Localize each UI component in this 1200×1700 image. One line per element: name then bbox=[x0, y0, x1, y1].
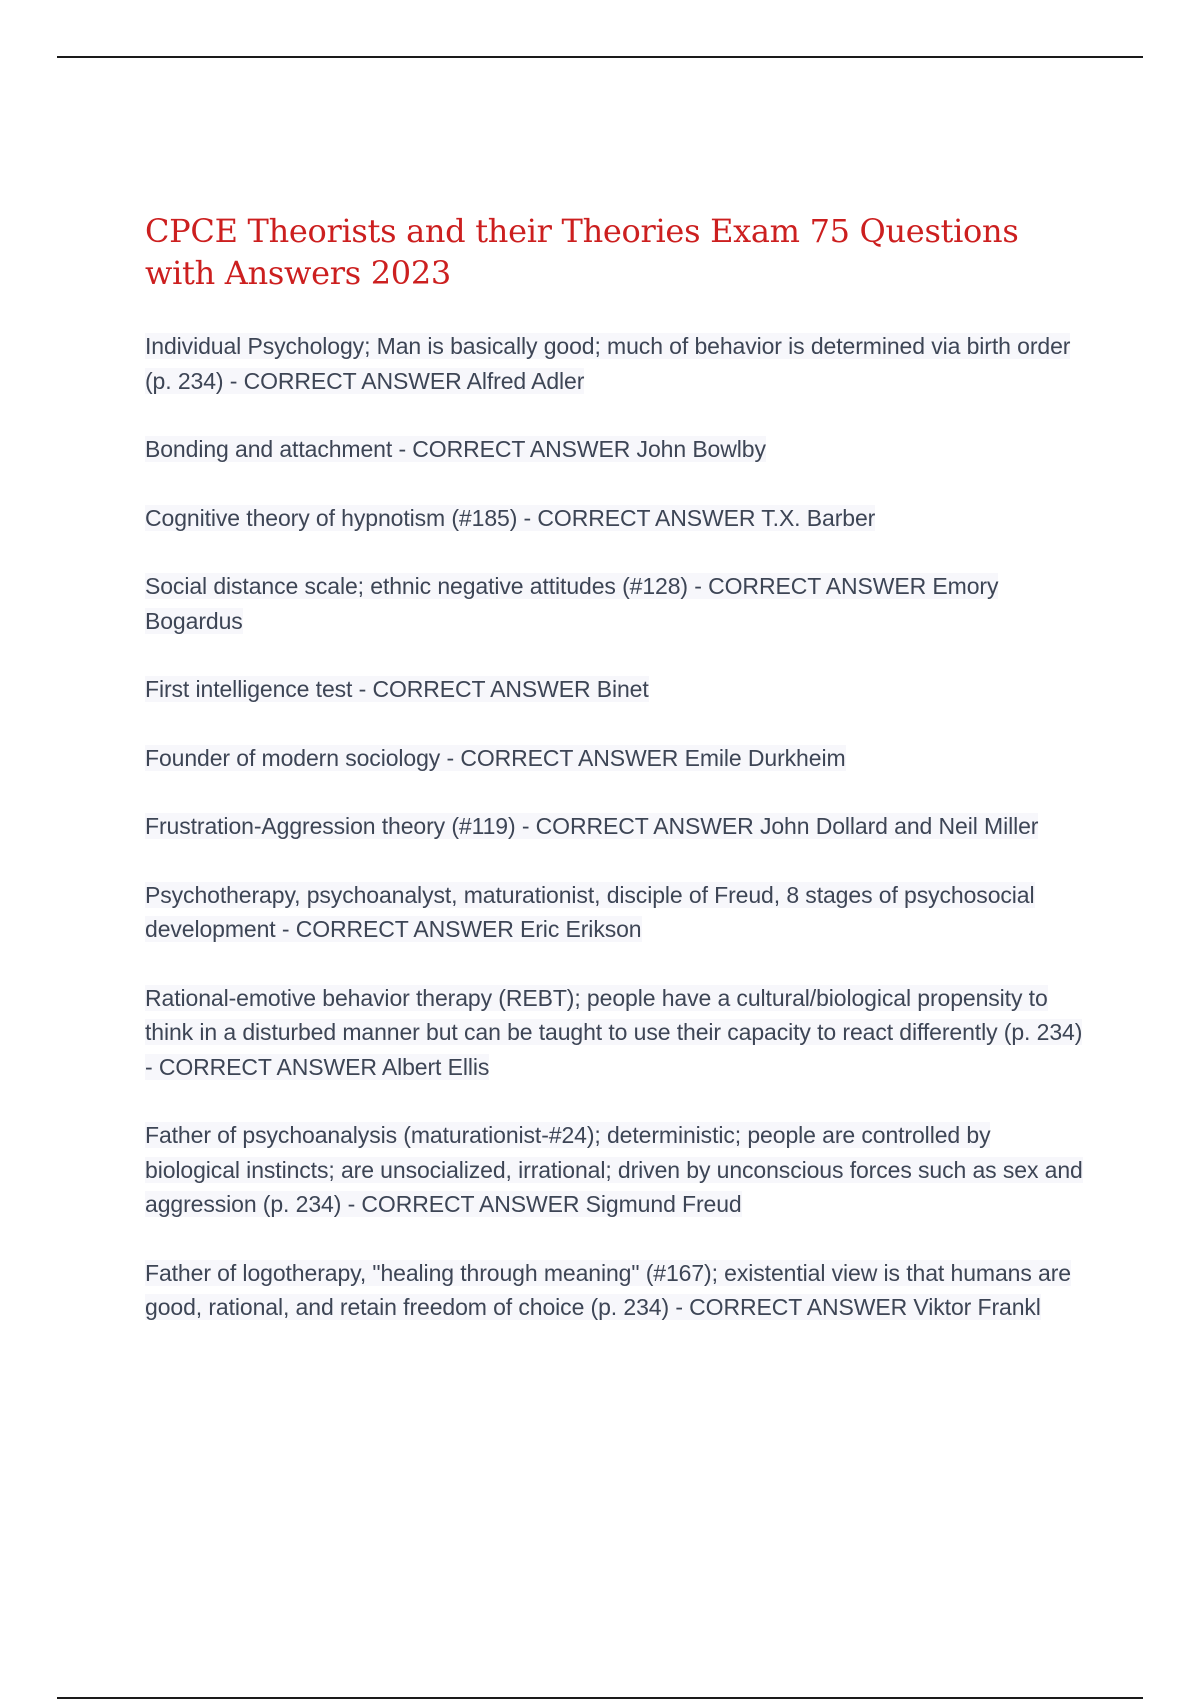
question-text: Rational-emotive behavior therapy (REBT); people have a cultural/biological propensity to think in a disturbed manner but can be taught to use their capacity to react differently (p. 234) - CORRECT ANSWER Albert Ellis bbox=[145, 984, 1083, 1080]
question-item bbox=[145, 501, 1085, 536]
question-text: Bonding and attachment - CORRECT ANSWER John Bowlby bbox=[145, 436, 766, 462]
question-item bbox=[145, 809, 1085, 844]
question-text: Social distance scale; ethnic negative attitudes (#128) - CORRECT ANSWER Emory Bogardus bbox=[145, 573, 999, 634]
question-text: Father of psychoanalysis (maturationist-#24); deterministic; people are controlled by biological instincts; are unsocialized, irrational; driven by unconscious forces such as sex and aggression (p. 234) - CORRECT ANSWER Sigmund Freud bbox=[145, 1122, 1083, 1217]
question-item bbox=[145, 741, 1085, 776]
document-body bbox=[145, 210, 1085, 1359]
question-item bbox=[145, 878, 1085, 947]
question-item bbox=[145, 672, 1085, 707]
question-item bbox=[145, 569, 1085, 638]
question-text: Individual Psychology; Man is basically good; much of behavior is determined via birth order (p. 234) - CORRECT ANSWER Alfred Adler bbox=[145, 333, 1071, 394]
header-rule bbox=[57, 56, 1143, 58]
question-text: Cognitive theory of hypnotism (#185) - CORRECT ANSWER T.X. Barber bbox=[145, 504, 876, 531]
question-text: Founder of modern sociology - CORRECT ANSWER Emile Durkheim bbox=[145, 744, 846, 771]
question-item bbox=[145, 981, 1085, 1085]
question-item bbox=[145, 1256, 1085, 1325]
document-title: CPCE Theorists and their Theories Exam 75 Questions with Answers 2023 bbox=[145, 212, 1019, 292]
question-list bbox=[145, 329, 1085, 1325]
footer-rule bbox=[57, 1697, 1143, 1699]
question-text: Psychotherapy, psychoanalyst, maturationist, disciple of Freud, 8 stages of psychosocial development - CORRECT ANSWER Eric Erikson bbox=[145, 881, 1035, 942]
question-text: First intelligence test - CORRECT ANSWER Binet bbox=[145, 676, 649, 702]
question-text: Frustration-Aggression theory (#119) - CORRECT ANSWER John Dollard and Neil Miller bbox=[145, 813, 1039, 839]
question-item bbox=[145, 432, 1085, 467]
question-item bbox=[145, 329, 1085, 398]
question-item bbox=[145, 1118, 1085, 1222]
question-text: Father of logotherapy, "healing through meaning" (#167); existential view is that humans are good, rational, and retain freedom of choice (p. 234) - CORRECT ANSWER Viktor Frankl bbox=[145, 1259, 1071, 1320]
